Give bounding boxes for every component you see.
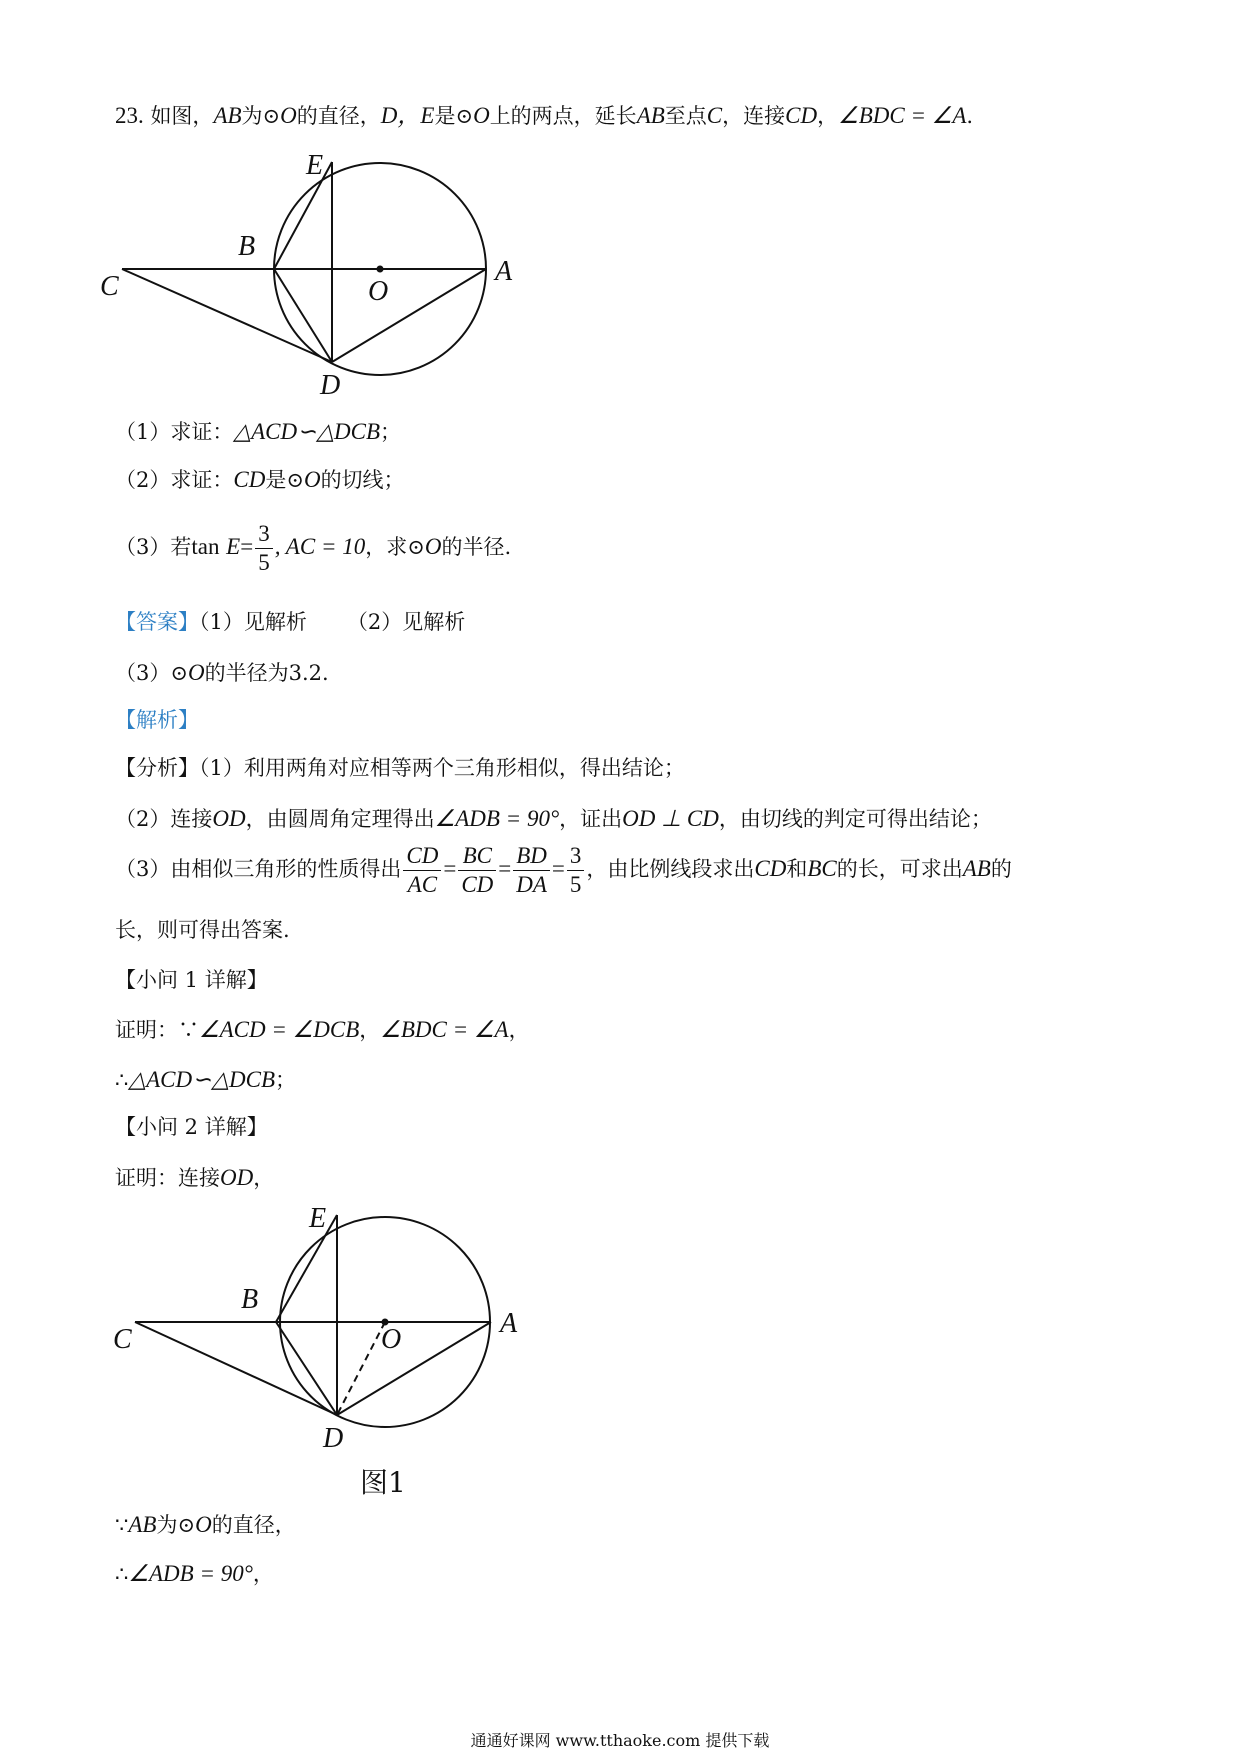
segment-cd [122, 269, 332, 362]
detail1-line1: 证明：∵∠ACD = ∠DCB，∠BDC = ∠A， [115, 1017, 530, 1042]
analysis-p2: （2）连接OD，由圆周角定理得出∠ADB = 90°，证出OD ⊥ CD，由切线的判定可得出结论； [115, 806, 992, 831]
segment-eb-2 [276, 1215, 337, 1322]
detail2-line2: ∵AB为⊙O的直径， [115, 1512, 296, 1537]
problem-stem: 23. 如图，AB为⊙O的直径，D，E是⊙O上的两点，延长AB至点C，连接CD，∠BDC = ∠A. [115, 103, 974, 128]
label-b: B [238, 231, 256, 262]
center-point [377, 266, 384, 273]
segment-ad [332, 269, 486, 362]
label-d: D [320, 370, 341, 400]
answer-line: 【答案】（1）见解析 （2）见解析 [115, 610, 466, 634]
label-o: O [368, 276, 389, 307]
analysis-tag: 【解析】 [115, 708, 199, 732]
geometry-figure-2 [105, 1195, 565, 1495]
question-1: （1）求证：△ACD∽△DCB； [115, 419, 402, 444]
geometry-figure-1 [100, 140, 560, 400]
detail2-line3: ∴∠ADB = 90°， [115, 1561, 274, 1586]
detail2-line1: 证明：连接OD， [115, 1165, 275, 1190]
segment-eb [274, 162, 332, 269]
label-b-2: B [241, 1284, 259, 1315]
figure-caption: 图1 [360, 1466, 406, 1495]
label-c: C [100, 271, 119, 302]
label-e: E [306, 150, 324, 181]
label-c-2: C [113, 1324, 132, 1355]
detail1-line2: ∴△ACD∽△DCB； [115, 1067, 297, 1092]
question-2: （2）求证：CD是⊙O的切线； [115, 467, 405, 492]
answer-3: （3）⊙O的半径为3.2. [115, 660, 329, 685]
label-e-2: E [309, 1203, 327, 1234]
detail1-tag: 【小问 1 详解】 [115, 968, 268, 992]
detail2-tag: 【小问 2 详解】 [115, 1115, 268, 1139]
analysis-p1: 【分析】（1）利用两角对应相等两个三角形相似，得出结论； [115, 756, 685, 780]
analysis-p3-cont: 长，则可得出答案. [115, 918, 290, 942]
label-a-2: A [500, 1308, 518, 1339]
label-a: A [495, 256, 513, 287]
label-o-2: O [381, 1324, 402, 1355]
analysis-p3: （3）由相似三角形的性质得出 $\frac{CD}{AC}$ = $\frac{BC}{CD}$ = $\frac{BD}{DA}$ = $\frac{3}{5}$ ，由比例线段求出CD和BC的长，可求出AB的 [115, 843, 1012, 898]
question-3: （3）若tan E= $\frac{3}{5}$ , AC = 10，求⊙O的半径. [115, 521, 512, 576]
page-footer: 通通好课网 www.tthaoke.com 提供下载 [470, 1731, 770, 1750]
segment-bd [274, 269, 332, 362]
answer-tag: 【答案】 [115, 610, 199, 634]
label-d-2: D [323, 1423, 344, 1454]
